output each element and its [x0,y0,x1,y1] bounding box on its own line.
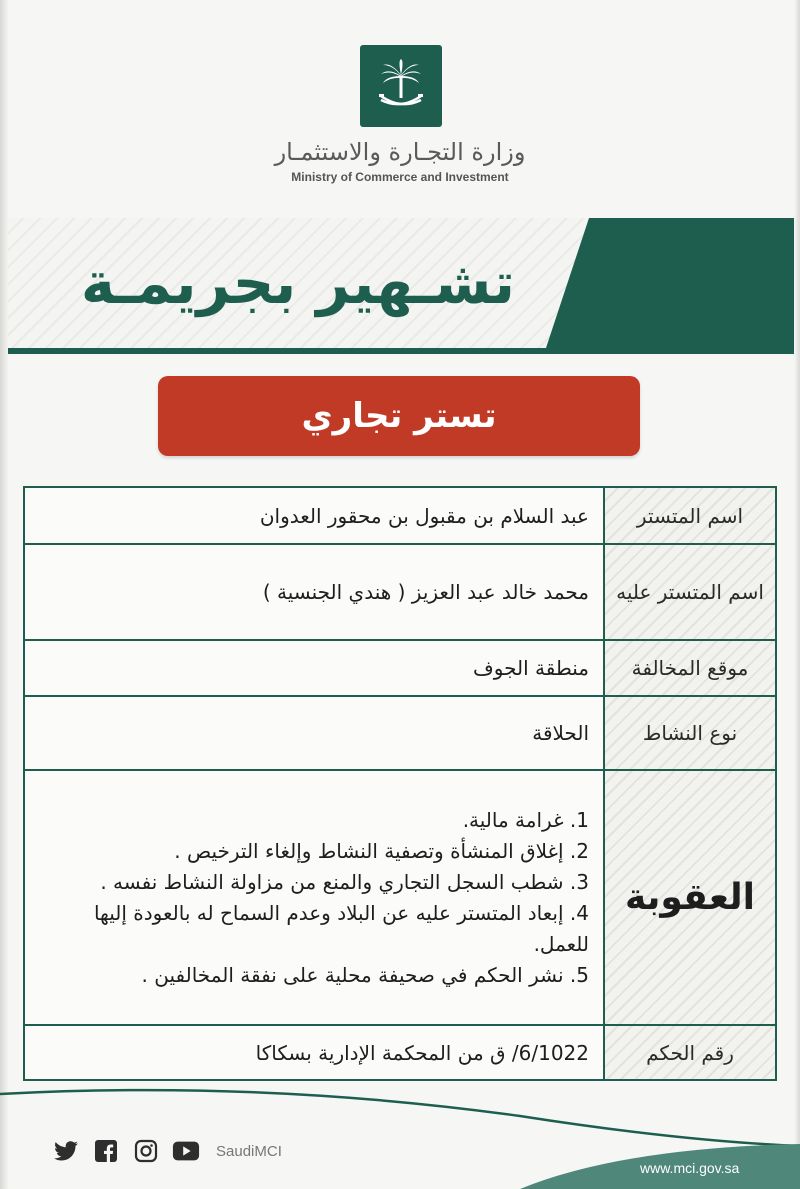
ministry-name-english: Ministry of Commerce and Investment [291,170,509,184]
table-row [24,770,776,1025]
banner-divider [8,348,794,354]
verdict-label: رقم الحكم [604,1025,776,1080]
table-row [24,696,776,770]
youtube-icon[interactable] [172,1137,200,1165]
facebook-icon[interactable] [92,1137,120,1165]
banner-title: تشـهير بجريمـة [80,249,516,317]
coverup-label: اسم المتستر عليه [604,544,776,640]
banner-accent [544,218,794,354]
list-item: 2. إغلاق المنشأة وتصفية النشاط وإلغاء الترخيص . [174,838,589,863]
twitter-icon[interactable] [52,1137,80,1165]
verdict-value: 6/1022/ ق من المحكمة الإدارية بسكاكا [24,1025,604,1080]
table-row [24,1025,776,1080]
page-edge [794,0,800,1189]
list-item: 5. نشر الحكم في صحيفة محلية على نفقة المخالفين . [141,962,589,987]
coverup-value: محمد خالد عبد العزيز ( هندي الجنسية ) [24,544,604,640]
social-handle: SaudiMCI [216,1142,282,1160]
table-row [24,640,776,696]
location-value: منطقة الجوف [24,640,604,696]
list-item: 1. غرامة مالية. [462,807,589,832]
table-row [24,544,776,640]
accused-value: عبد السلام بن مقبول بن محقور العدوان [24,487,604,544]
list-item: 3. شطب السجل التجاري والمنع من مزاولة النشاط نفسه . [100,869,589,894]
penalty-list [39,805,589,991]
social-links [52,1137,282,1165]
website-link[interactable]: www.mci.gov.sa [640,1160,740,1176]
page-edge [0,0,8,1189]
table-row [24,487,776,544]
ministry-emblem-icon [360,45,442,127]
activity-label: نوع النشاط [604,696,776,770]
instagram-icon[interactable] [132,1137,160,1165]
accused-label: اسم المتستر [604,487,776,544]
case-details-table [23,486,777,1081]
penalty-label: العقوبة [604,770,776,1025]
activity-value: الحلاقة [24,696,604,770]
title-banner [8,218,794,354]
ministry-name-arabic: وزارة التجـارة والاستثمـار [274,138,526,166]
penalty-value [24,770,604,1025]
list-item: 4. إبعاد المتستر عليه عن البلاد وعدم السماح له بالعودة إليها للعمل. [93,900,589,956]
crime-type-badge: تستر تجاري [158,376,640,456]
location-label: موقع المخالفة [604,640,776,696]
